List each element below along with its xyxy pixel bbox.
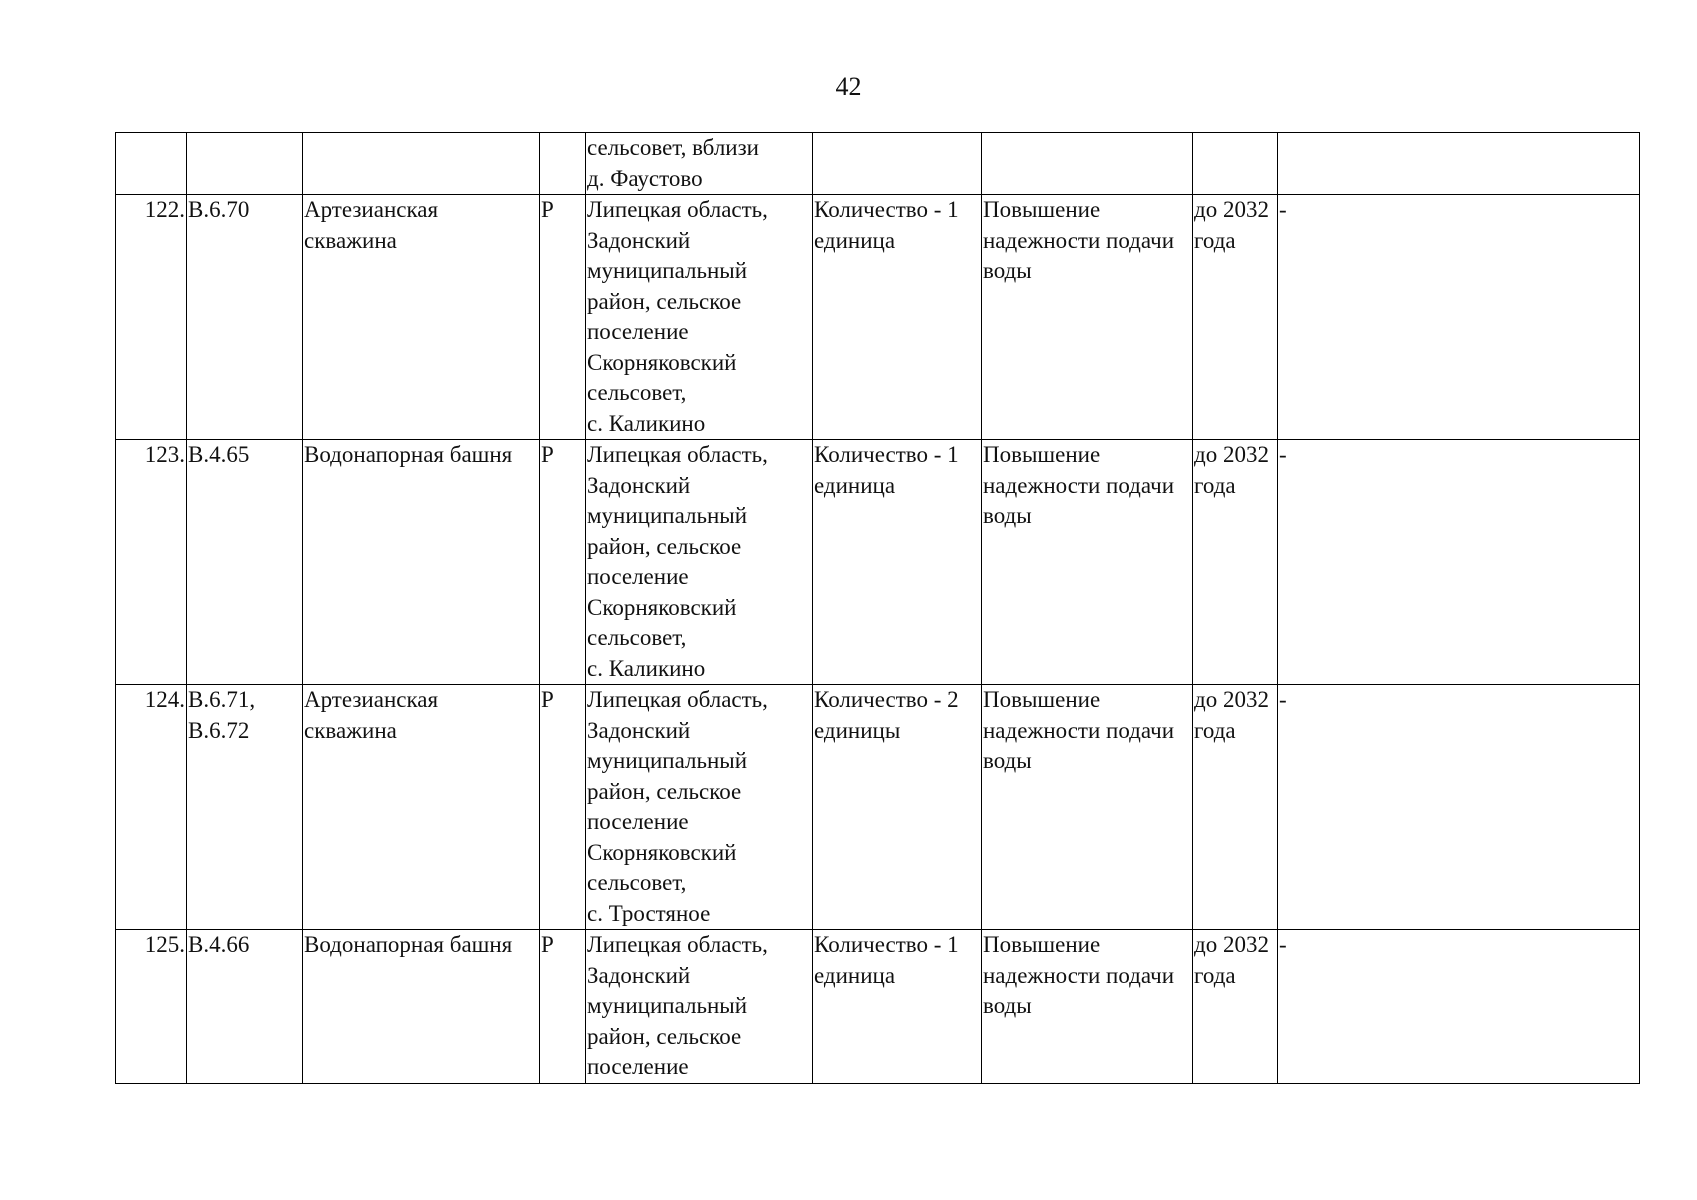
cell-code: В.6.71, В.6.72	[187, 685, 303, 930]
table-row	[116, 930, 1640, 1084]
cell-quantity: Количество - 1 единица	[813, 930, 982, 1084]
cell-name: Водонапорная башня	[303, 440, 540, 685]
cell-location: Липецкая область, Задонский муниципальный район, сельское поселение Скорняковский сельсовет, с. Тростяное	[586, 685, 813, 930]
cell-deadline: до 2032 года	[1193, 685, 1278, 930]
cell-quantity	[813, 133, 982, 195]
table-row-continuation	[116, 133, 1640, 195]
cell-name: Артезианская скважина	[303, 195, 540, 440]
cell-name: Водонапорная башня	[303, 930, 540, 1084]
cell-location: Липецкая область, Задонский муниципальный район, сельское поселение	[586, 930, 813, 1084]
cell-code: В.6.70	[187, 195, 303, 440]
cell-status: Р	[540, 685, 586, 930]
cell-num: 123.	[116, 440, 187, 685]
cell-location: Липецкая область, Задонский муниципальный район, сельское поселение Скорняковский сельсовет, с. Каликино	[586, 195, 813, 440]
cell-purpose: Повышение надежности подачи воды	[982, 685, 1193, 930]
cell-note: -	[1278, 440, 1640, 685]
cell-code: В.4.65	[187, 440, 303, 685]
table-row	[116, 195, 1640, 440]
cell-name	[303, 133, 540, 195]
cell-note: -	[1278, 930, 1640, 1084]
cell-quantity: Количество - 1 единица	[813, 195, 982, 440]
cell-note: -	[1278, 195, 1640, 440]
cell-status: Р	[540, 440, 586, 685]
cell-code: В.4.66	[187, 930, 303, 1084]
cell-purpose: Повышение надежности подачи воды	[982, 440, 1193, 685]
cell-deadline: до 2032 года	[1193, 930, 1278, 1084]
table-row	[116, 685, 1640, 930]
cell-purpose	[982, 133, 1193, 195]
cell-status	[540, 133, 586, 195]
cell-num: 125.	[116, 930, 187, 1084]
cell-num: 122.	[116, 195, 187, 440]
cell-deadline: до 2032 года	[1193, 440, 1278, 685]
cell-code	[187, 133, 303, 195]
cell-status: Р	[540, 930, 586, 1084]
cell-quantity: Количество - 2 единицы	[813, 685, 982, 930]
cell-status: Р	[540, 195, 586, 440]
cell-deadline: до 2032 года	[1193, 195, 1278, 440]
cell-num: 124.	[116, 685, 187, 930]
objects-table	[115, 132, 1640, 1084]
cell-note	[1278, 133, 1640, 195]
cell-quantity: Количество - 1 единица	[813, 440, 982, 685]
cell-purpose: Повышение надежности подачи воды	[982, 930, 1193, 1084]
cell-name: Артезианская скважина	[303, 685, 540, 930]
cell-deadline	[1193, 133, 1278, 195]
cell-purpose: Повышение надежности подачи воды	[982, 195, 1193, 440]
page-number: 42	[835, 72, 862, 101]
table-row	[116, 440, 1640, 685]
cell-num	[116, 133, 187, 195]
cell-note: -	[1278, 685, 1640, 930]
cell-location: Липецкая область, Задонский муниципальный район, сельское поселение Скорняковский сельсовет, с. Каликино	[586, 440, 813, 685]
cell-location: сельсовет, вблизи д. Фаустово	[586, 133, 813, 195]
